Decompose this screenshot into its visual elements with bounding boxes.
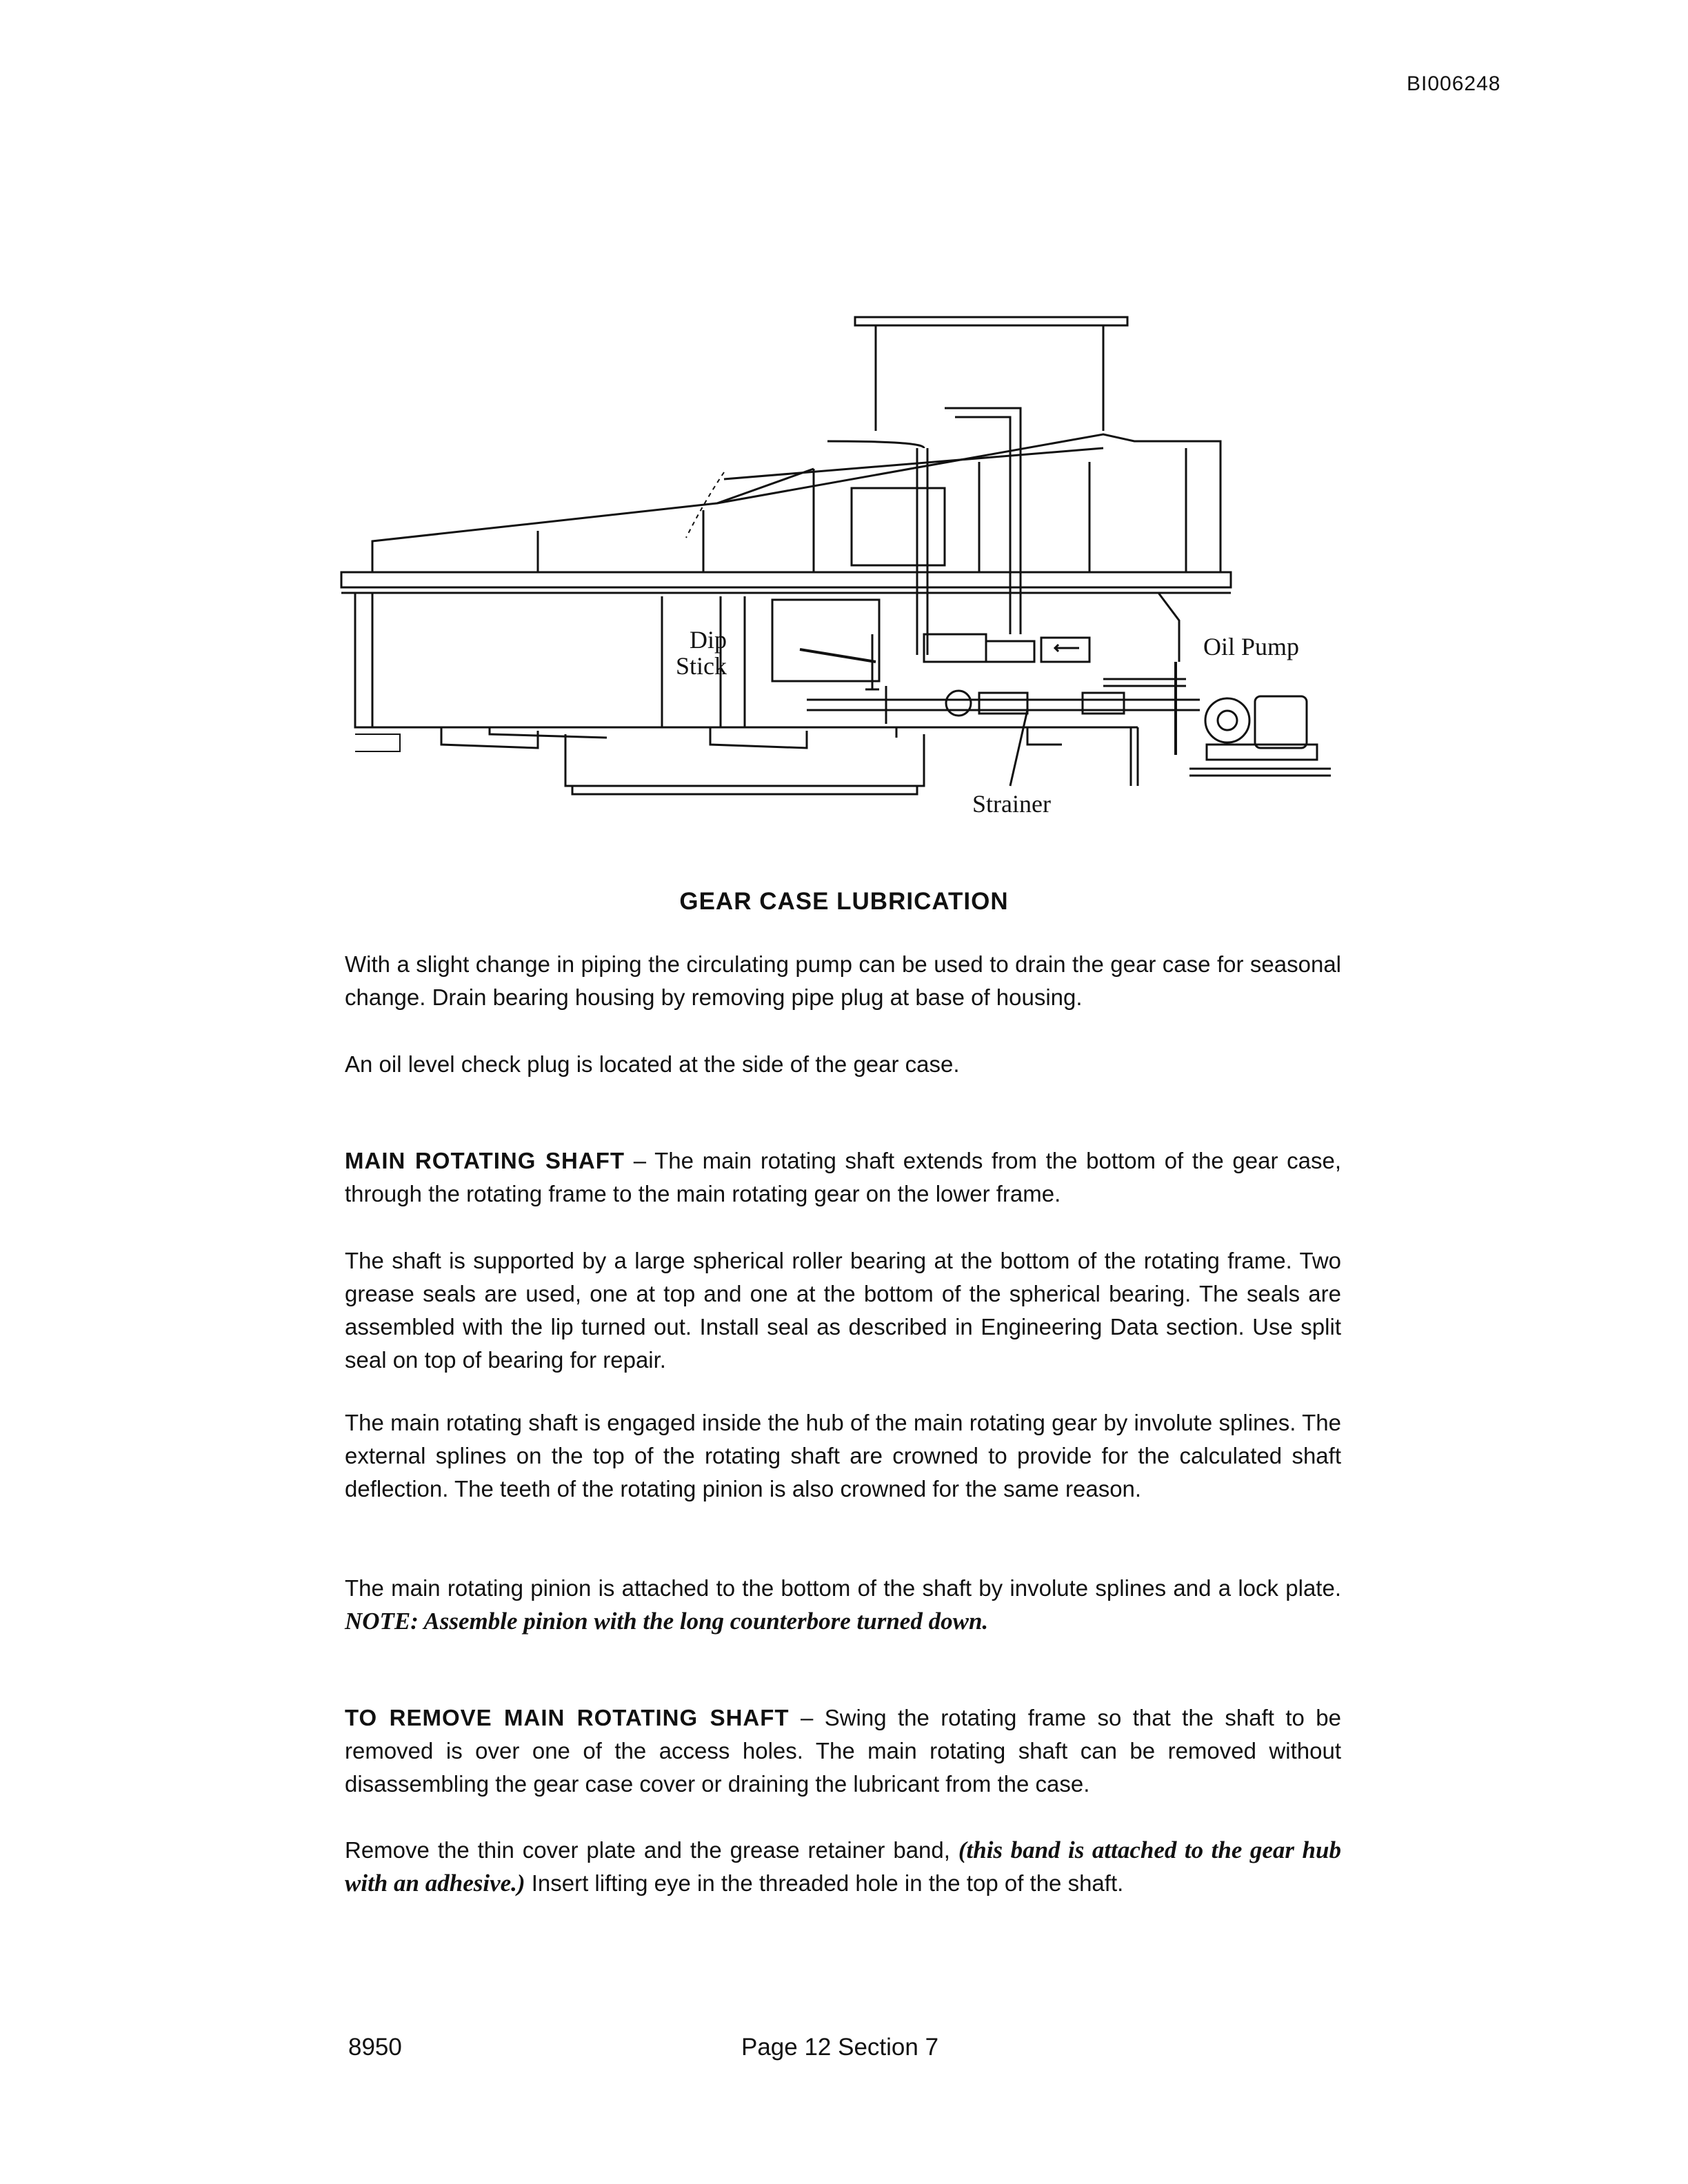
paragraph-splines <box>345 1406 1341 1506</box>
bottom-pan <box>565 734 924 786</box>
paragraph-drain <box>345 948 1341 1014</box>
stack-walls <box>876 325 1103 431</box>
paragraph-text: An oil level check plug is located at the side of the gear case. <box>345 1051 960 1077</box>
dip-stick-label-line1: Dip <box>690 626 727 654</box>
figure-caption: GEAR CASE LUBRICATION <box>679 888 1009 915</box>
paragraph-text: The shaft is supported by a large spherical roller bearing at the bottom of the rotating frame. Two grease seals are used, one at top and one at the bottom of the spherical bearing. The seals are assembled with the lip turned out. Install seal as described in Engineering Data section. Use split seal on top of bearing for repair. <box>345 1248 1341 1373</box>
paragraph-cover-plate <box>345 1834 1341 1900</box>
strainer-body <box>946 691 971 716</box>
paragraph-text: Remove the thin cover plate and the grease retainer band, <box>345 1837 958 1863</box>
paragraph-text: The main rotating pinion is attached to the bottom of the shaft by involute splines and a lock plate. <box>345 1575 1341 1601</box>
paragraph-shaft-support <box>345 1244 1341 1377</box>
footer-model-number: 8950 <box>348 2034 402 2061</box>
paragraph-text: – Swing the rotating frame so that the shaft to be removed is over one of the access holes. The main rotating shaft can be removed without disassembling the gear case cover or draining the lubricant from the case. <box>345 1705 1341 1797</box>
paragraph-text: – The main rotating shaft extends from the bottom of the gear case, through the rotating frame to the main rotating gear on the lower frame. <box>345 1148 1341 1206</box>
note-text: NOTE: Assemble pinion with the long counterbore turned down. <box>345 1608 989 1635</box>
paragraph-text: With a slight change in piping the circulating pump can be used to drain the gear case for seasonal change. Drain bearing housing by removing pipe plug at base of housing. <box>345 951 1341 1010</box>
main-deck-band <box>341 572 1231 587</box>
paragraph-remove-shaft <box>345 1701 1341 1801</box>
paragraph-pinion <box>345 1572 1341 1638</box>
section-heading: MAIN ROTATING SHAFT <box>345 1148 625 1173</box>
pump-base <box>1189 769 1331 776</box>
footer-page-number: Page 12 Section 7 <box>741 2034 939 2061</box>
pipe-run <box>807 700 1200 710</box>
stack-cap <box>855 317 1127 325</box>
valve-body <box>924 634 986 662</box>
dip-stick-label-line2: Stick <box>676 652 727 680</box>
oil-pump-label: Oil Pump <box>1203 633 1300 660</box>
access-panel-lower <box>772 600 879 681</box>
vertical-pipe <box>945 408 1021 634</box>
gear-case-lubrication-figure <box>331 303 1352 841</box>
paragraph-oil-level <box>345 1048 1341 1081</box>
access-panel-upper <box>852 488 945 565</box>
upper-housing <box>372 434 1220 572</box>
dip-stick-leader <box>800 649 876 662</box>
paragraph-text: The main rotating shaft is engaged inside the hub of the main rotating gear by involute splines. The external splines on the top of the rotating shaft are crowned to provide for the calculated shaft deflection. The teeth of the rotating pinion is also crowned for the same reason. <box>345 1410 1341 1502</box>
oil-pump-body <box>1205 698 1249 742</box>
section-heading: TO REMOVE MAIN ROTATING SHAFT <box>345 1705 790 1730</box>
strainer-leader <box>1010 710 1027 786</box>
paragraph-main-rotating-shaft <box>345 1144 1341 1211</box>
note-text: (this band is attached to the gear hub with an adhesive.) <box>345 1837 1341 1897</box>
document-id: BI006248 <box>1407 72 1501 95</box>
strainer-label: Strainer <box>972 790 1051 818</box>
paragraph-text: Insert lifting eye in the threaded hole in the top of the shaft. <box>525 1870 1124 1896</box>
